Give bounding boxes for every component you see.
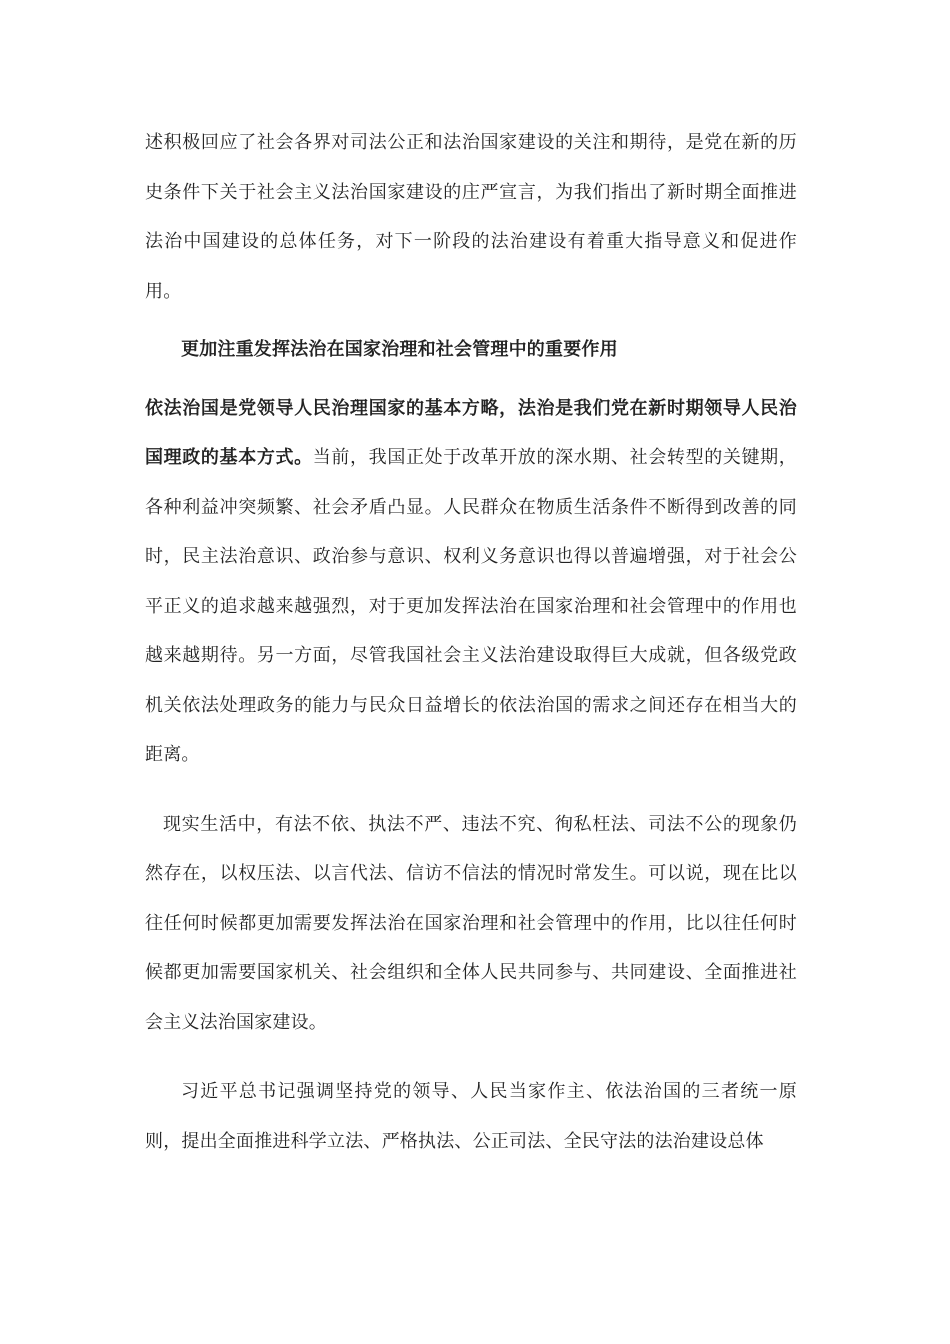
main-paragraph-lead: 依法治国是党领导人民治理国家的基本方略，法治是我们党在新时期领导人民治国理政的基本方式。 — [145, 397, 797, 468]
main-paragraph — [145, 384, 797, 780]
reality-paragraph: 现实生活中，有法不依、执法不严、违法不究、徇私枉法、司法不公的现象仍然存在，以权压法、以言代法、信访不信法的情况时常发生。可以说，现在比以往任何时候都更加需要发挥法治在国家治理和社会管理中的作用，比以往任何时候都更加需要国家机关、社会组织和全体人民共同参与、共同建设、全面推进社会主义法治国家建设。 — [145, 813, 797, 1033]
main-paragraph-rest: 当前，我国正处于改革开放的深水期、社会转型的关键期，各种利益冲突频繁、社会矛盾凸显。人民群众在物质生活条件不断得到改善的同时，民主法治意识、政治参与意识、权利义务意识也得以普遍增强，对于社会公平正义的追求越来越强烈，对于更加发挥法治在国家治理和社会管理中的作用也越来越期待。另一方面，尽管我国社会主义法治建设取得巨大成就，但各级党政机关依法处理政务的能力与民众日益增长的依法治国的需求之间还存在相当大的距离。 — [145, 447, 797, 765]
section-heading: 更加注重发挥法治在国家治理和社会管理中的重要作用 — [181, 339, 618, 360]
xi-paragraph: 习近平总书记强调坚持党的领导、人民当家作主、依法治国的三者统一原则，提出全面推进科学立法、严格执法、公正司法、全民守法的法治建设总体 — [145, 1081, 797, 1152]
intro-paragraph: 述积极回应了社会各界对司法公正和法治国家建设的关注和期待，是党在新的历史条件下关于社会主义法治国家建设的庄严宣言，为我们指出了新时期全面推进法治中国建设的总体任务，对下一阶段的法治建设有着重大指导意义和促进作用。 — [145, 132, 797, 302]
document-body — [145, 118, 797, 1166]
